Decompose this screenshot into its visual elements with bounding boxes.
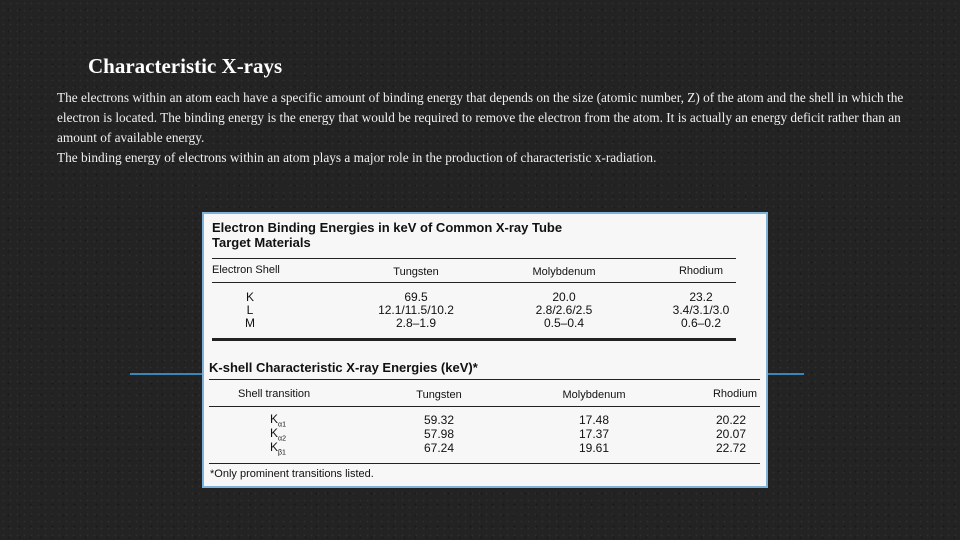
table-rule-thick: [212, 338, 736, 341]
k-tungsten-ka1: 59.32: [423, 413, 455, 427]
header-tungsten: Tungsten: [393, 266, 439, 278]
transition-kb1: $K_{\beta 1}$: [270, 440, 286, 457]
transition-ka2: $K_{\alpha 2}$: [270, 426, 286, 443]
k-rhodium-kb1: 22.72: [715, 441, 747, 455]
molybdenum-k: 20.0: [552, 290, 576, 304]
shell-k: K: [245, 290, 254, 304]
header-tungsten-k: Tungsten: [416, 389, 462, 401]
molybdenum-m: 0.5–0.4: [543, 316, 585, 330]
shell-l: L: [246, 303, 254, 317]
table-rule: [212, 282, 736, 283]
header-molybdenum: Molybdenum: [532, 266, 596, 278]
rhodium-m: 0.6–0.2: [680, 316, 722, 330]
paragraph-binding-energy: The electrons within an atom each have a specific amount of binding energy that depends on the size (atomic number, Z) of the atom and the shell in which the electron is located. The binding energy is the energy that would be required to remove the electron from the atom. It is actually an energy deficit rather than an amount of available energy.: [57, 90, 904, 145]
tungsten-k: 69.5: [404, 290, 428, 304]
shell-m: M: [245, 316, 255, 330]
table-footnote: *Only prominent transitions listed.: [210, 468, 374, 480]
k-molybdenum-ka2: 17.37: [578, 427, 610, 441]
k-molybdenum-ka1: 17.48: [578, 413, 610, 427]
transition-ka1: $K_{\alpha 1}$: [270, 412, 286, 429]
table-title-line2: Target Materials: [212, 235, 311, 250]
k-rhodium-ka2: 20.07: [715, 427, 747, 441]
tungsten-l: 12.1/11.5/10.2: [378, 303, 454, 317]
rhodium-l: 3.4/3.1/3.0: [672, 303, 730, 317]
tungsten-m: 2.8–1.9: [395, 316, 437, 330]
header-rhodium: Rhodium: [678, 265, 724, 277]
k-rhodium-ka1: 20.22: [715, 413, 747, 427]
table-rule: [212, 258, 736, 259]
k-tungsten-kb1: 67.24: [423, 441, 455, 455]
table-rule: [209, 406, 760, 407]
k-molybdenum-kb1: 19.61: [578, 441, 610, 455]
slide-title: Characteristic X-rays: [88, 54, 283, 78]
molybdenum-l: 2.8/2.6/2.5: [535, 303, 593, 317]
body-text: [57, 88, 927, 168]
header-electron-shell: Electron Shell: [212, 264, 280, 276]
binding-energy-table: [202, 212, 768, 488]
header-molybdenum-k: Molybdenum: [562, 389, 626, 401]
kshell-title: K-shell Characteristic X-ray Energies (keV)*: [209, 360, 478, 375]
header-shell-transition: Shell transition: [238, 388, 311, 400]
rhodium-k: 23.2: [689, 290, 713, 304]
paragraph-characteristic: The binding energy of electrons within an atom plays a major role in the production of characteristic x-radiation.: [57, 150, 657, 165]
table-title-line1: Electron Binding Energies in keV of Common X-ray Tube: [212, 220, 563, 235]
accent-line-left: [130, 373, 210, 375]
table-rule: [209, 463, 760, 464]
k-tungsten-ka2: 57.98: [423, 427, 455, 441]
header-rhodium-k: Rhodium: [712, 388, 758, 400]
table-title: [212, 220, 562, 250]
table-rule: [209, 379, 760, 380]
accent-line-right: [762, 373, 804, 375]
